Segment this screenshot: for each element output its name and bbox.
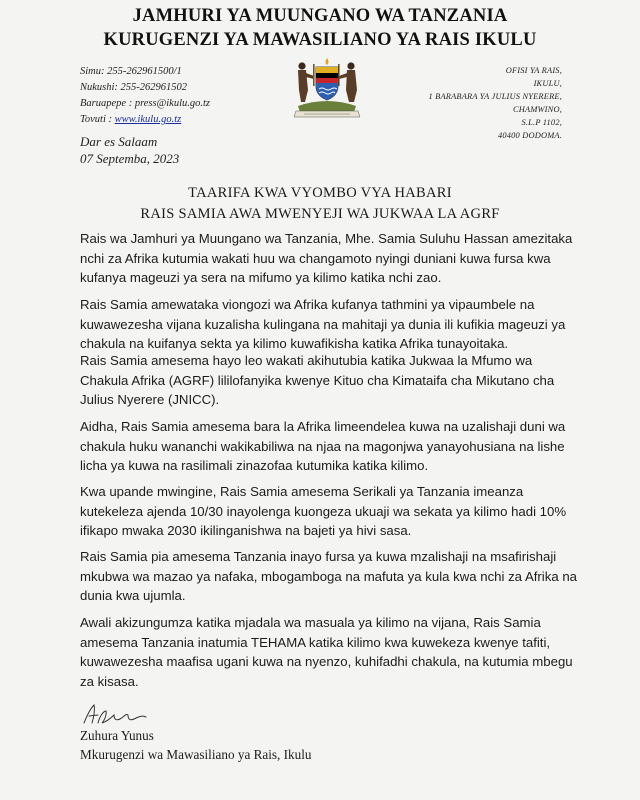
- email-line: Baruapepe : press@ikulu.go.tz: [80, 98, 211, 109]
- signatory-name: Zuhura Yunus: [80, 728, 154, 743]
- date-block: [80, 133, 179, 167]
- address-line: 1 BARABARA YA JULIUS NYERERE,: [428, 92, 562, 101]
- phone-line: Simu: 255-262961500/1: [80, 66, 182, 77]
- contact-block: [80, 64, 210, 128]
- signatory-title: Mkurugenzi wa Mawasiliano ya Rais, Ikulu: [80, 747, 312, 762]
- release-heading-title: RAIS SAMIA AWA MWENYEJI WA JUKWAA LA AGRF: [140, 206, 500, 222]
- date-line: 07 Septemba, 2023: [80, 151, 180, 166]
- body-paragraph: Rais Samia amesema hayo leo wakati akihutubia katika Jukwaa la Mfumo wa Chakula Afrika (AGRF) lililofanyika kwenye Kituo cha Kimataifa cha Mikutano cha Julius Nyerere (JNICC).: [80, 353, 555, 407]
- supporter-man-figure: [298, 62, 315, 102]
- address-line: OFISI YA RAIS,: [505, 66, 562, 75]
- body-paragraph: Kwa upande mwingine, Rais Samia amesema Serikali ya Tanzania imeanza kutekeleza ajenda 10/30 inayolenga kuongeza ukuaji wa sekata ya kilimo hadi 10% ifikapo mwaka 2030 ikilinganishwa na bajeti ya hivi sasa.: [80, 484, 567, 538]
- header-title-republic: JAMHURI YA MUUNGANO WA TANZANIA: [132, 6, 508, 26]
- body-paragraph: Aidha, Rais Samia amesema bara la Afrika limeendelea kuwa na uzalishaji duni wa chakula huku wananchi wakikabiliwa na njaa na magonjwa yanayohusiana na lishe licha ya kuwa na rasilimali zinazofaa kutumika katika kilimo.: [80, 419, 566, 473]
- body-paragraph: Awali akizungumza katika mjadala wa masuala ya kilimo na vijana, Rais Samia amesema Tanzania inatumia TEHAMA katika kilimo kwa kuwekeza kwenye tafiti, kuwawezesha maafisa ugani kuwa na nyenzo, kuhifadhi chakula, na kutumia mbegu za kisasa.: [80, 615, 573, 689]
- release-heading-type: TAARIFA KWA VYOMBO VYA HABARI: [188, 185, 452, 201]
- address-line: 40400 DODOMA.: [497, 131, 562, 140]
- shield-icon: [316, 67, 338, 100]
- address-line: IKULU,: [533, 79, 562, 88]
- address-line: S.L.P 1102,: [521, 118, 562, 127]
- body-paragraph: Rais Samia amewataka viongozi wa Afrika kufanya tathmini ya vipaumbele na kuwawezesha vijana kuzalisha kulingana na mahitaji ya dunia ili kufikia mageuzi ya chakula na kuifanya sekta ya kilimo kuwafikisha katika Afrika tunayoitaka.: [80, 297, 566, 351]
- website-link[interactable]: www.ikulu.go.tz: [114, 114, 182, 125]
- body-paragraph: Rais wa Jamhuri ya Muungano wa Tanzania, Mhe. Samia Suluhu Hassan amezitaka nchi za Afrika kutumia wakati huu wa changamoto nyingi duniani kuwa fursa kwa kufanya mageuzi ya sera na mifumo ya kilimo katika nchi zao.: [80, 231, 573, 285]
- header-title-directorate: KURUGENZI YA MAWASILIANO YA RAIS IKULU: [103, 30, 537, 50]
- website-label: Tovuti :: [80, 114, 112, 125]
- place-line: Dar es Salaam: [80, 134, 158, 149]
- website-line: [80, 112, 210, 128]
- body-paragraph: Rais Samia pia amesema Tanzania inayo fursa ya kuwa mzalishaji na msafirishaji mkubwa wa mazao ya nafaka, mbogamboga na mafuta ya kula kwa nchi za Afrika na dunia kwa ujumla.: [80, 549, 577, 603]
- supporter-woman-figure: [338, 62, 357, 102]
- handwritten-signature: [80, 699, 160, 729]
- coat-of-arms-emblem: [288, 56, 366, 118]
- fax-line: Nukushi: 255-262961502: [80, 82, 188, 93]
- address-block: [428, 64, 562, 142]
- signatory-block: [80, 726, 311, 764]
- address-line: CHAMWINO,: [512, 105, 562, 114]
